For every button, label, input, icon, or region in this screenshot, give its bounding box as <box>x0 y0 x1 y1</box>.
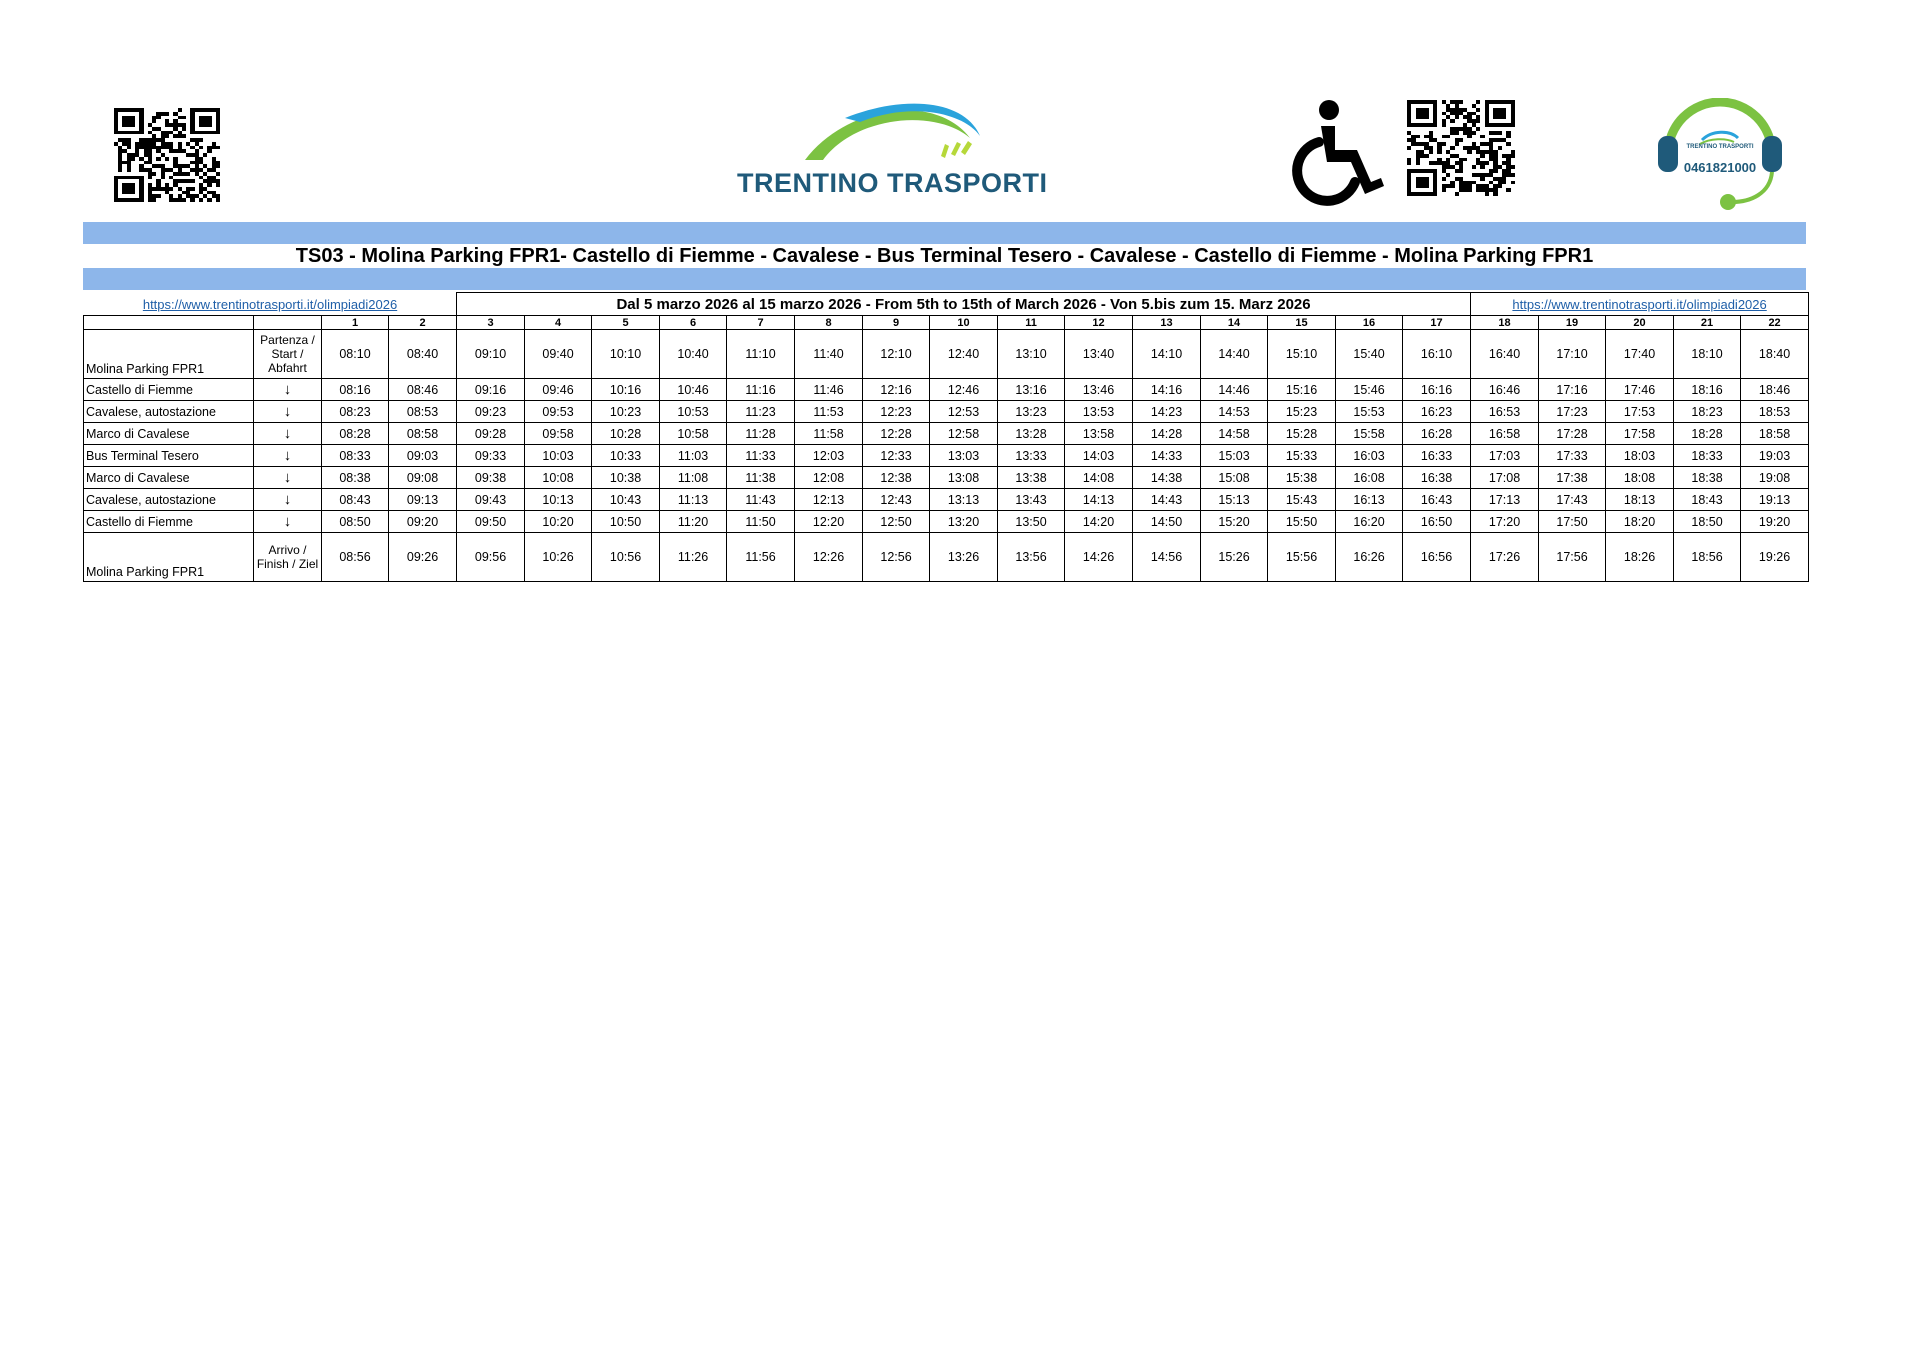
phone-contact-badge <box>1650 98 1790 213</box>
departure-time: 17:28 <box>1539 423 1606 445</box>
departure-time: 16:40 <box>1471 330 1539 379</box>
trip-number: 10 <box>930 316 998 330</box>
down-arrow-icon: ↓ <box>254 423 322 445</box>
departure-time: 16:20 <box>1336 511 1403 533</box>
departure-time: 16:43 <box>1403 489 1471 511</box>
departure-time: 10:38 <box>592 467 660 489</box>
departure-time: 10:53 <box>660 401 727 423</box>
departure-time: 18:38 <box>1674 467 1741 489</box>
departure-time: 09:33 <box>457 445 525 467</box>
departure-time: 11:43 <box>727 489 795 511</box>
departure-time: 18:53 <box>1741 401 1809 423</box>
departure-time: 11:56 <box>727 533 795 582</box>
departure-time: 10:16 <box>592 379 660 401</box>
departure-time: 15:08 <box>1201 467 1268 489</box>
departure-time: 16:26 <box>1336 533 1403 582</box>
departure-time: 15:53 <box>1336 401 1403 423</box>
departure-time: 11:53 <box>795 401 863 423</box>
departure-time: 13:20 <box>930 511 998 533</box>
departure-time: 14:23 <box>1133 401 1201 423</box>
route-title: TS03 - Molina Parking FPR1- Castello di Fiemme - Cavalese - Bus Terminal Tesero - Cavalese - Castello di Fiemme - Molina Parking FPR1 <box>295 245 1594 267</box>
departure-time: 12:03 <box>795 445 863 467</box>
departure-time: 15:20 <box>1201 511 1268 533</box>
trip-number: 21 <box>1674 316 1741 330</box>
departure-time: 14:40 <box>1201 330 1268 379</box>
brand-name: TRENTINO TRASPORTI <box>737 168 1048 198</box>
departure-time: 16:58 <box>1471 423 1539 445</box>
phone-number: 0461821000 <box>1683 160 1757 175</box>
departure-time: 14:16 <box>1133 379 1201 401</box>
stop-name: Castello di Fiemme <box>84 511 254 533</box>
departure-time: 14:10 <box>1133 330 1201 379</box>
departure-time: 12:20 <box>795 511 863 533</box>
departure-time: 18:50 <box>1674 511 1741 533</box>
mark-header-cell <box>254 316 322 330</box>
departure-time: 13:08 <box>930 467 998 489</box>
departure-time: 16:13 <box>1336 489 1403 511</box>
departure-time: 14:13 <box>1065 489 1133 511</box>
departure-time: 16:50 <box>1403 511 1471 533</box>
trip-number: 15 <box>1268 316 1336 330</box>
departure-time: 11:38 <box>727 467 795 489</box>
departure-time: 14:26 <box>1065 533 1133 582</box>
departure-time: 15:03 <box>1201 445 1268 467</box>
departure-time: 13:23 <box>998 401 1065 423</box>
departure-time: 15:50 <box>1268 511 1336 533</box>
departure-time: 09:43 <box>457 489 525 511</box>
departure-time: 11:23 <box>727 401 795 423</box>
departure-time: 17:56 <box>1539 533 1606 582</box>
title-band-top <box>83 222 1806 244</box>
departure-time: 10:26 <box>525 533 592 582</box>
departure-time: 11:26 <box>660 533 727 582</box>
trip-number: 1 <box>322 316 389 330</box>
olympics-link-right[interactable]: https://www.trentinotrasporti.it/olimpiadi2026 <box>1512 296 1767 312</box>
down-arrow-icon: ↓ <box>254 401 322 423</box>
departure-time: 09:23 <box>457 401 525 423</box>
trip-number: 22 <box>1741 316 1809 330</box>
departure-time: 09:10 <box>457 330 525 379</box>
departure-time: 13:13 <box>930 489 998 511</box>
departure-time: 12:33 <box>863 445 930 467</box>
departure-time: 08:53 <box>389 401 457 423</box>
departure-time: 16:28 <box>1403 423 1471 445</box>
trip-number: 6 <box>660 316 727 330</box>
departure-time: 16:16 <box>1403 379 1471 401</box>
departure-time: 11:33 <box>727 445 795 467</box>
departure-time: 11:50 <box>727 511 795 533</box>
departure-time: 17:16 <box>1539 379 1606 401</box>
link-cell-right <box>1471 293 1809 316</box>
departure-time: 11:16 <box>727 379 795 401</box>
departure-time: 19:26 <box>1741 533 1809 582</box>
departure-time: 10:28 <box>592 423 660 445</box>
down-arrow-icon: ↓ <box>254 445 322 467</box>
departure-time: 08:58 <box>389 423 457 445</box>
trip-number: 7 <box>727 316 795 330</box>
departure-time: 13:26 <box>930 533 998 582</box>
departure-time: 15:26 <box>1201 533 1268 582</box>
departure-time: 17:03 <box>1471 445 1539 467</box>
stop-row <box>84 489 1809 511</box>
stop-name: Molina Parking FPR1 <box>84 330 254 379</box>
trip-number: 14 <box>1201 316 1268 330</box>
departure-time: 16:23 <box>1403 401 1471 423</box>
departure-time: 10:03 <box>525 445 592 467</box>
departure-time: 13:03 <box>930 445 998 467</box>
departure-time: 17:20 <box>1471 511 1539 533</box>
trip-number-row <box>84 316 1809 330</box>
departure-time: 18:46 <box>1741 379 1809 401</box>
departure-time: 10:43 <box>592 489 660 511</box>
departure-time: 17:53 <box>1606 401 1674 423</box>
stop-row <box>84 445 1809 467</box>
departure-time: 11:58 <box>795 423 863 445</box>
departure-time: 12:50 <box>863 511 930 533</box>
departure-time: 11:28 <box>727 423 795 445</box>
trentino-trasporti-logo <box>735 98 1055 208</box>
departure-time: 12:38 <box>863 467 930 489</box>
departure-time: 11:08 <box>660 467 727 489</box>
departure-time: 17:08 <box>1471 467 1539 489</box>
departure-time: 08:33 <box>322 445 389 467</box>
down-arrow-icon: ↓ <box>254 467 322 489</box>
departure-time: 12:28 <box>863 423 930 445</box>
departure-time: 12:53 <box>930 401 998 423</box>
departure-time: 12:46 <box>930 379 998 401</box>
departure-time: 11:46 <box>795 379 863 401</box>
departure-time: 14:08 <box>1065 467 1133 489</box>
departure-time: 17:58 <box>1606 423 1674 445</box>
departure-time: 18:33 <box>1674 445 1741 467</box>
departure-time: 16:10 <box>1403 330 1471 379</box>
departure-time: 14:50 <box>1133 511 1201 533</box>
departure-time: 17:50 <box>1539 511 1606 533</box>
departure-time: 14:28 <box>1133 423 1201 445</box>
departure-time: 19:13 <box>1741 489 1809 511</box>
departure-time: 09:16 <box>457 379 525 401</box>
departure-time: 10:13 <box>525 489 592 511</box>
departure-time: 17:38 <box>1539 467 1606 489</box>
departure-time: 18:58 <box>1741 423 1809 445</box>
departure-time: 16:46 <box>1471 379 1539 401</box>
trip-number: 16 <box>1336 316 1403 330</box>
departure-time: 14:53 <box>1201 401 1268 423</box>
departure-time: 18:56 <box>1674 533 1741 582</box>
qr-code-left <box>114 108 220 202</box>
title-band-bottom <box>83 268 1806 290</box>
validity-row <box>84 293 1809 316</box>
departure-time: 13:56 <box>998 533 1065 582</box>
departure-time: 11:10 <box>727 330 795 379</box>
departure-time: 11:13 <box>660 489 727 511</box>
departure-time: 17:40 <box>1606 330 1674 379</box>
departure-time: 08:38 <box>322 467 389 489</box>
departure-time: 08:28 <box>322 423 389 445</box>
phone-badge-brand: TRENTINO TRASPORTI <box>1686 144 1754 150</box>
departure-time: 08:43 <box>322 489 389 511</box>
departure-time: 09:13 <box>389 489 457 511</box>
departure-time: 15:40 <box>1336 330 1403 379</box>
stop-name: Marco di Cavalese <box>84 423 254 445</box>
departure-time: 14:33 <box>1133 445 1201 467</box>
stop-row <box>84 379 1809 401</box>
departure-time: 10:46 <box>660 379 727 401</box>
departure-time: 14:38 <box>1133 467 1201 489</box>
departure-time: 15:28 <box>1268 423 1336 445</box>
departure-time: 15:58 <box>1336 423 1403 445</box>
stop-row <box>84 401 1809 423</box>
trip-number: 8 <box>795 316 863 330</box>
departure-time: 15:13 <box>1201 489 1268 511</box>
departure-time: 18:28 <box>1674 423 1741 445</box>
trip-number: 4 <box>525 316 592 330</box>
trip-number: 2 <box>389 316 457 330</box>
departure-time: 14:43 <box>1133 489 1201 511</box>
departure-time: 13:10 <box>998 330 1065 379</box>
departure-time: 15:56 <box>1268 533 1336 582</box>
trip-number: 11 <box>998 316 1065 330</box>
departure-time: 10:10 <box>592 330 660 379</box>
stop-header-cell <box>84 316 254 330</box>
departure-time: 09:58 <box>525 423 592 445</box>
departure-time: 19:20 <box>1741 511 1809 533</box>
departure-time: 09:38 <box>457 467 525 489</box>
departure-time: 10:08 <box>525 467 592 489</box>
departure-time: 14:58 <box>1201 423 1268 445</box>
departure-time: 12:16 <box>863 379 930 401</box>
departure-time: 16:56 <box>1403 533 1471 582</box>
departure-time: 17:13 <box>1471 489 1539 511</box>
departure-time: 09:46 <box>525 379 592 401</box>
departure-time: 18:26 <box>1606 533 1674 582</box>
departure-time: 18:03 <box>1606 445 1674 467</box>
departure-time: 13:46 <box>1065 379 1133 401</box>
departure-time: 10:56 <box>592 533 660 582</box>
stop-row <box>84 330 1809 379</box>
departure-time: 12:23 <box>863 401 930 423</box>
departure-time: 12:13 <box>795 489 863 511</box>
departure-time: 08:10 <box>322 330 389 379</box>
departure-time: 13:28 <box>998 423 1065 445</box>
departure-time: 09:40 <box>525 330 592 379</box>
link-cell-left <box>84 293 457 316</box>
trip-number: 20 <box>1606 316 1674 330</box>
stop-name: Cavalese, autostazione <box>84 401 254 423</box>
departure-time: 17:23 <box>1539 401 1606 423</box>
logo-swoosh-icon <box>735 98 1055 168</box>
headset-icon <box>1650 98 1790 213</box>
trip-number: 9 <box>863 316 930 330</box>
departure-time: 13:58 <box>1065 423 1133 445</box>
departure-time: 12:58 <box>930 423 998 445</box>
departure-time: 15:23 <box>1268 401 1336 423</box>
departure-time: 18:16 <box>1674 379 1741 401</box>
departure-time: 08:46 <box>389 379 457 401</box>
departure-time: 18:23 <box>1674 401 1741 423</box>
trip-number: 19 <box>1539 316 1606 330</box>
trip-number: 12 <box>1065 316 1133 330</box>
departure-time: 16:03 <box>1336 445 1403 467</box>
departure-time: 19:08 <box>1741 467 1809 489</box>
departure-time: 09:08 <box>389 467 457 489</box>
departure-time: 14:46 <box>1201 379 1268 401</box>
departure-time: 15:43 <box>1268 489 1336 511</box>
departure-time: 13:38 <box>998 467 1065 489</box>
departure-time: 17:26 <box>1471 533 1539 582</box>
departure-time: 18:20 <box>1606 511 1674 533</box>
stop-row <box>84 533 1809 582</box>
departure-time: 12:40 <box>930 330 998 379</box>
departure-time: 08:56 <box>322 533 389 582</box>
departure-time: 11:20 <box>660 511 727 533</box>
departure-time: 18:43 <box>1674 489 1741 511</box>
departure-time: 15:38 <box>1268 467 1336 489</box>
stop-name: Cavalese, autostazione <box>84 489 254 511</box>
departure-time: 12:08 <box>795 467 863 489</box>
departure-time: 13:50 <box>998 511 1065 533</box>
departure-time: 14:56 <box>1133 533 1201 582</box>
trip-number: 13 <box>1133 316 1201 330</box>
arrival-label: Arrivo / Finish / Ziel <box>254 533 322 582</box>
departure-time: 10:50 <box>592 511 660 533</box>
trip-number: 18 <box>1471 316 1539 330</box>
departure-time: 18:40 <box>1741 330 1809 379</box>
departure-time: 17:43 <box>1539 489 1606 511</box>
stop-name: Molina Parking FPR1 <box>84 533 254 582</box>
departure-time: 09:28 <box>457 423 525 445</box>
departure-time: 15:46 <box>1336 379 1403 401</box>
departure-time: 11:03 <box>660 445 727 467</box>
timetable <box>83 292 1809 582</box>
departure-time: 08:40 <box>389 330 457 379</box>
stop-row <box>84 467 1809 489</box>
departure-time: 16:53 <box>1471 401 1539 423</box>
down-arrow-icon: ↓ <box>254 379 322 401</box>
departure-time: 18:08 <box>1606 467 1674 489</box>
departure-time: 08:50 <box>322 511 389 533</box>
down-arrow-icon: ↓ <box>254 511 322 533</box>
departure-time: 17:46 <box>1606 379 1674 401</box>
departure-time: 16:08 <box>1336 467 1403 489</box>
departure-time: 13:16 <box>998 379 1065 401</box>
stop-row <box>84 511 1809 533</box>
departure-time: 10:58 <box>660 423 727 445</box>
departure-time: 10:23 <box>592 401 660 423</box>
departure-time: 17:10 <box>1539 330 1606 379</box>
departure-time: 08:16 <box>322 379 389 401</box>
departure-time: 16:33 <box>1403 445 1471 467</box>
departure-time: 14:03 <box>1065 445 1133 467</box>
departure-time: 15:16 <box>1268 379 1336 401</box>
olympics-link-left[interactable]: https://www.trentinotrasporti.it/olimpiadi2026 <box>142 296 398 312</box>
trip-number: 5 <box>592 316 660 330</box>
wheelchair-accessible-icon <box>1285 98 1385 208</box>
departure-label: Partenza / Start / Abfahrt <box>254 330 322 379</box>
departure-time: 09:26 <box>389 533 457 582</box>
stop-name: Marco di Cavalese <box>84 467 254 489</box>
departure-time: 12:10 <box>863 330 930 379</box>
departure-time: 19:03 <box>1741 445 1809 467</box>
stop-row <box>84 423 1809 445</box>
departure-time: 13:33 <box>998 445 1065 467</box>
validity-period: Dal 5 marzo 2026 al 15 marzo 2026 - From 5th to 15th of March 2026 - Von 5.bis zum 15. Marz 2026 <box>457 293 1471 316</box>
departure-time: 15:10 <box>1268 330 1336 379</box>
qr-code-right <box>1407 100 1515 196</box>
departure-time: 14:20 <box>1065 511 1133 533</box>
departure-time: 10:33 <box>592 445 660 467</box>
departure-time: 12:26 <box>795 533 863 582</box>
departure-time: 11:40 <box>795 330 863 379</box>
trip-number: 3 <box>457 316 525 330</box>
departure-time: 18:13 <box>1606 489 1674 511</box>
stop-name: Bus Terminal Tesero <box>84 445 254 467</box>
departure-time: 16:38 <box>1403 467 1471 489</box>
departure-time: 13:43 <box>998 489 1065 511</box>
departure-time: 13:40 <box>1065 330 1133 379</box>
departure-time: 12:43 <box>863 489 930 511</box>
departure-time: 09:56 <box>457 533 525 582</box>
departure-time: 15:33 <box>1268 445 1336 467</box>
departure-time: 09:20 <box>389 511 457 533</box>
departure-time: 18:10 <box>1674 330 1741 379</box>
departure-time: 13:53 <box>1065 401 1133 423</box>
departure-time: 09:53 <box>525 401 592 423</box>
departure-time: 12:56 <box>863 533 930 582</box>
stop-name: Castello di Fiemme <box>84 379 254 401</box>
departure-time: 09:03 <box>389 445 457 467</box>
trip-number: 17 <box>1403 316 1471 330</box>
departure-time: 10:20 <box>525 511 592 533</box>
departure-time: 09:50 <box>457 511 525 533</box>
down-arrow-icon: ↓ <box>254 489 322 511</box>
departure-time: 10:40 <box>660 330 727 379</box>
departure-time: 08:23 <box>322 401 389 423</box>
departure-time: 17:33 <box>1539 445 1606 467</box>
